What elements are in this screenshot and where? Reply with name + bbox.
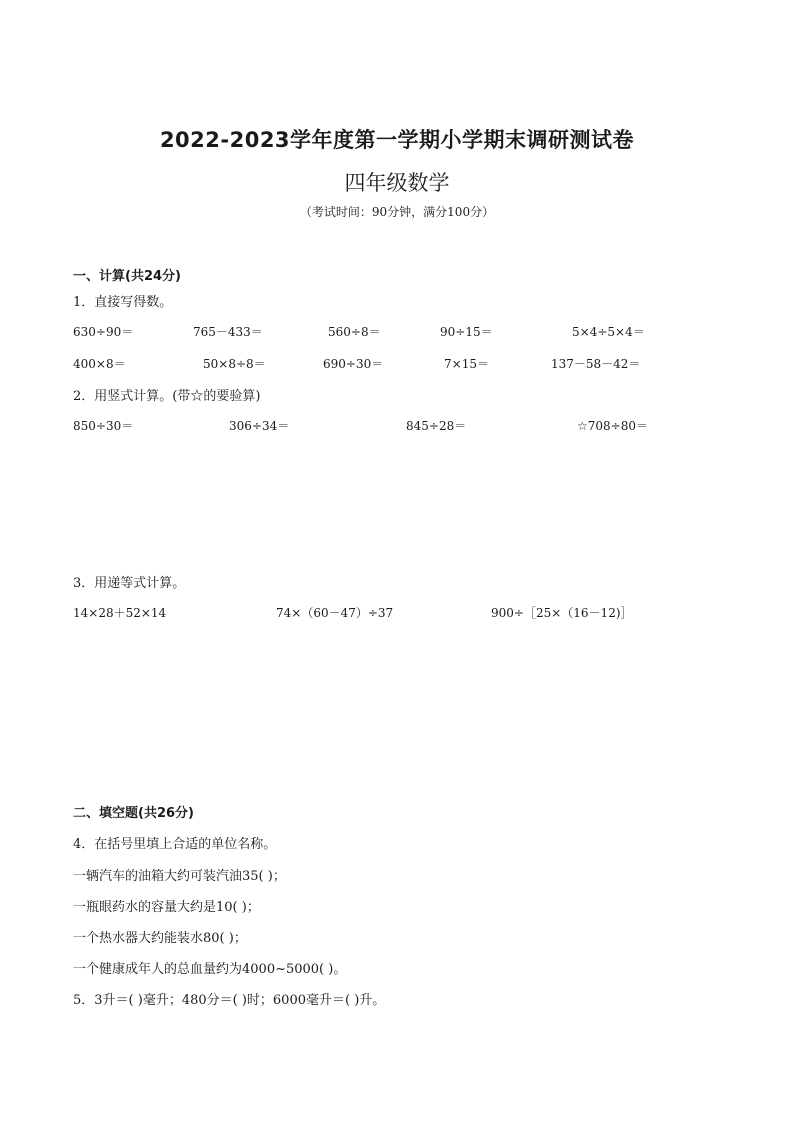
- q1-item: 137－58－42＝: [551, 357, 641, 371]
- q1-item: 630÷90＝: [73, 325, 134, 339]
- q1-item: 5×4÷5×4＝: [572, 325, 645, 339]
- q1-item: 7×15＝: [444, 357, 489, 371]
- q1-item: 400×8＝: [73, 357, 126, 371]
- q2-item: ☆708÷80＝: [577, 419, 648, 433]
- q3-item: 74×（60－47）÷37: [276, 606, 394, 620]
- q4-line: 一辆汽车的油箱大约可装汽油35( )；: [73, 869, 286, 884]
- section-1-title: 一、计算(共24分): [73, 269, 181, 284]
- q1-item: 765－433＝: [193, 325, 263, 339]
- question-4-label: 4．在括号里填上合适的单位名称。: [73, 837, 277, 852]
- q3-item: 14×28＋52×14: [73, 606, 167, 620]
- exam-title: 2022-2023学年度第一学期小学期末调研测试卷: [159, 128, 635, 152]
- question-1-label: 1．直接写得数。: [73, 295, 173, 310]
- exam-subtitle: 四年级数学: [344, 171, 450, 195]
- section-2-title: 二、填空题(共26分): [73, 806, 194, 821]
- question-5-label: 5．3升＝( )毫升；480分＝( )时；6000毫升＝( )升。: [73, 993, 386, 1008]
- q2-item: 845÷28＝: [406, 419, 467, 433]
- question-2-label: 2．用竖式计算。(带☆的要验算): [73, 389, 261, 404]
- q2-item: 306÷34＝: [229, 419, 290, 433]
- q4-line: 一个健康成年人的总血量约为4000~5000( )。: [73, 962, 347, 977]
- q1-item: 560÷8＝: [328, 325, 381, 339]
- q1-item: 50×8÷8＝: [203, 357, 266, 371]
- q1-item: 690÷30＝: [323, 357, 384, 371]
- q3-item: 900÷［25×（16－12)］: [491, 606, 633, 620]
- q4-line: 一瓶眼药水的容量大约是10( )；: [73, 900, 260, 915]
- question-3-label: 3．用递等式计算。: [73, 576, 186, 591]
- q1-item: 90÷15＝: [440, 325, 493, 339]
- exam-time-note: （考试时间：90分钟，满分100分）: [299, 205, 495, 219]
- q4-line: 一个热水器大约能装水80( )；: [73, 931, 247, 946]
- q2-item: 850÷30＝: [73, 419, 134, 433]
